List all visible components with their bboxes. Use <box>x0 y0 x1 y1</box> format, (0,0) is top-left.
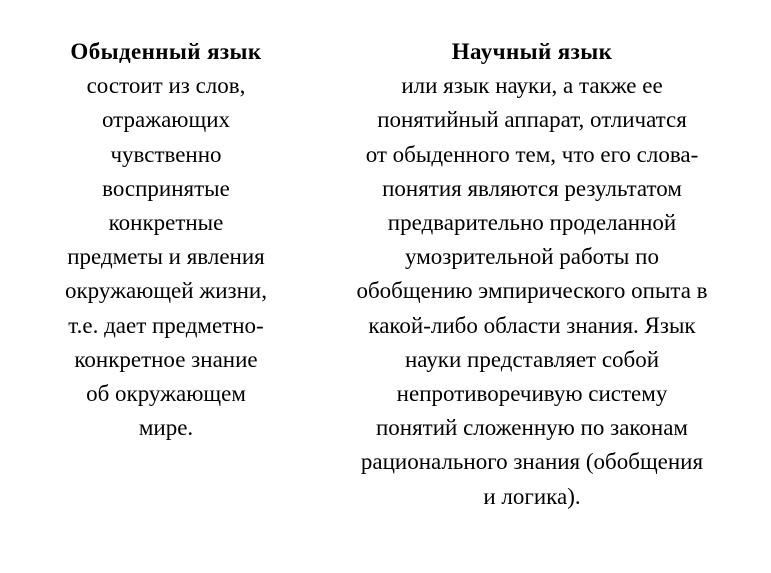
scientific-language-column <box>312 35 752 514</box>
ordinary-language-line: мире. <box>138 415 194 441</box>
scientific-language-line: от обыденного тем, что его слова- <box>365 141 699 167</box>
scientific-language-line: и логика). <box>483 483 581 509</box>
scientific-language-heading: Научный язык <box>451 39 613 64</box>
ordinary-language-line: т.е. дает предметно- <box>68 312 264 338</box>
scientific-language-line: или язык науки, а также ее <box>401 73 663 99</box>
scientific-language-line: какой-либо области знания. Язык <box>368 312 696 338</box>
ordinary-language-line: состоит из слов, <box>86 73 246 99</box>
ordinary-language-column <box>30 35 302 445</box>
scientific-language-line: науки представляет собой <box>404 346 660 372</box>
ordinary-language-line: конкретное знание <box>74 346 258 372</box>
ordinary-language-line: воспринятые <box>102 175 230 201</box>
scientific-language-line: рационального знания (обобщения <box>360 449 704 475</box>
scientific-language-line: понятий сложенную по законам <box>375 415 688 441</box>
scientific-language-line: понятийный аппарат, отличатся <box>377 107 687 133</box>
scientific-language-line: обобщению эмпирического опыта в <box>356 278 708 304</box>
scientific-language-line: понятия являются результатом <box>382 175 682 201</box>
ordinary-language-heading: Обыденный язык <box>70 39 262 64</box>
ordinary-language-line: чувственно <box>110 141 222 167</box>
ordinary-language-line: об окружающем <box>86 381 246 407</box>
ordinary-language-line: окружающей жизни, <box>65 278 267 304</box>
ordinary-language-line: отражающих <box>101 107 231 133</box>
ordinary-language-line: конкретные <box>108 210 224 236</box>
scientific-language-line: непротиворечивую систему <box>396 381 668 407</box>
scientific-language-line: предварительно проделанной <box>387 210 677 236</box>
scientific-language-line: умозрительной работы по <box>405 244 659 270</box>
ordinary-language-line: предметы и явления <box>67 244 265 270</box>
